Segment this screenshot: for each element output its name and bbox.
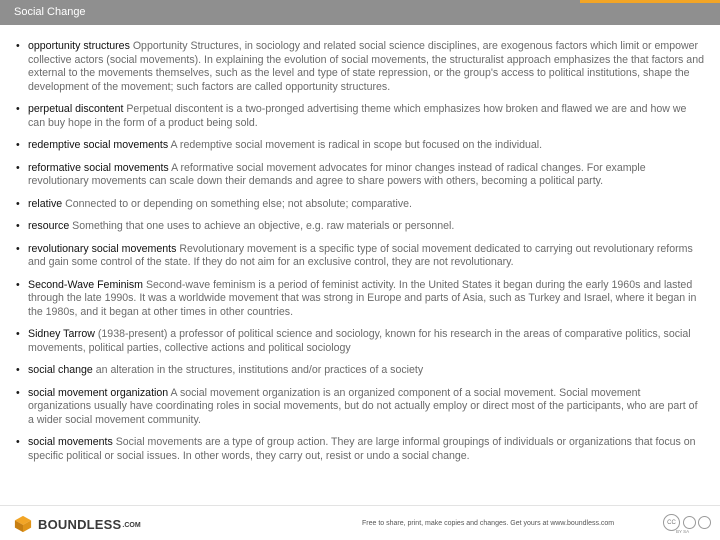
share-alike-icon [698, 516, 711, 529]
glossary-item [14, 243, 704, 270]
glossary-definition: A reformative social movement advocates for minor changes instead of radical changes. For example revolutionary movements can scale down their demands and agree to share powers with others, becoming a political party. [28, 161, 646, 187]
glossary-item [14, 220, 704, 234]
glossary-definition: an alteration in the structures, institutions and/or practices of a society [92, 364, 424, 376]
glossary-definition: Revolutionary movement is a specific type of social movement dedicated to carrying out revolutionary reforms and gain some control of the state. If they do not aim for an exclusive control, they are not revolutionary. [28, 242, 693, 268]
bullet-icon: • [16, 278, 20, 291]
cc-icon: CC [663, 514, 680, 531]
glossary-item [14, 387, 704, 428]
boundless-logo[interactable] [14, 513, 141, 535]
license-labels: BY SA [676, 529, 690, 534]
bullet-icon: • [16, 220, 20, 232]
page-title: Social Change [14, 6, 86, 18]
glossary-term: Sidney Tarrow [28, 328, 95, 340]
glossary-definition: A redemptive social movement is radical in scope but focused on the individual. [168, 139, 543, 151]
glossary-definition: Opportunity Structures, in sociology and related social science disciplines, are exogenous factors which limit or empower collective actors (social movements). In explaining the evolution of social movements, the structuralist approach emphasizes the that factors and external to the movements themselves, such as the level and type of state repression, or the group's access to political institutions, shape the development of the movement; such factors are called opportunity structures. [28, 40, 704, 93]
bullet-icon: • [16, 436, 20, 448]
glossary-list [14, 40, 704, 472]
glossary-item [14, 436, 704, 463]
glossary-term: revolutionary social movements [28, 242, 177, 255]
glossary-term: reformative social movements [28, 161, 169, 174]
glossary-term: perpetual discontent [28, 103, 124, 115]
logo-suffix: .COM [122, 522, 141, 529]
logo-text: BOUNDLESS [38, 516, 122, 532]
header-accent [580, 0, 720, 3]
header-bar [0, 0, 720, 25]
bullet-icon: • [16, 197, 20, 210]
glossary-definition: Social movements are a type of group action. They are large informal groupings of individuals or organizations that focus on specific political or social issues. In other words, they carry out, resist or undo a social change. [28, 436, 696, 462]
glossary-item [14, 139, 704, 153]
bullet-icon: • [16, 386, 20, 399]
glossary-item [14, 162, 704, 189]
glossary-item [14, 328, 704, 355]
by-icon [683, 516, 696, 529]
glossary-term: social change [28, 364, 93, 376]
glossary-definition: (1938-present) a professor of political science and sociology, known for his research in the areas of comparative politics, social movements, political parties, collective actions and political sociology [28, 328, 691, 354]
footer-divider [0, 505, 720, 506]
bullet-icon: • [16, 328, 20, 340]
glossary-definition: Connected to or depending on something else; not absolute; comparative. [62, 197, 412, 210]
bullet-icon: • [16, 242, 20, 255]
glossary-definition: A social movement organization is an organized component of a social movement. Social movement organizations usually have coordinating roles in social movements, but do not actually employ or direct most of the participants, who are part of a wider social movement community. [28, 386, 698, 426]
bullet-icon: • [16, 40, 20, 52]
bullet-icon: • [16, 103, 20, 115]
footer-license-note: Free to share, print, make copies and changes. Get yours at www.boundless.com [362, 520, 615, 527]
glossary-term: redemptive social movements [28, 139, 169, 151]
glossary-item [14, 279, 704, 320]
glossary-item [14, 103, 704, 130]
glossary-item [14, 364, 704, 378]
glossary-term: resource [28, 220, 70, 232]
glossary-term: social movement organization [28, 386, 169, 399]
boundless-logo-icon [14, 515, 32, 533]
glossary-item [14, 198, 704, 212]
glossary-item [14, 40, 704, 94]
bullet-icon: • [16, 139, 20, 151]
glossary-term: opportunity structures [28, 40, 130, 52]
glossary-term: Second-Wave Feminism [28, 278, 143, 291]
glossary-term: social movements [28, 436, 113, 448]
bullet-icon: • [16, 161, 20, 174]
glossary-definition: Something that one uses to achieve an objective, e.g. raw materials or personnel. [69, 220, 455, 232]
glossary-definition: Perpetual discontent is a two-pronged advertising theme which emphasizes how broken and flawed we are and how we can buy hope in the form of a product being sold. [28, 103, 687, 129]
glossary-definition: Second-wave feminism is a period of feminist activity. In the United States it began during the early 1960s and lasted through the late 1990s. It was a worldwide movement that was strong in Europe and parts of Asia, such as Turkey and Israel, where it began in the 1980s, and it began at other times in other countries. [28, 278, 697, 318]
bullet-icon: • [16, 364, 20, 376]
glossary-term: relative [28, 197, 63, 210]
